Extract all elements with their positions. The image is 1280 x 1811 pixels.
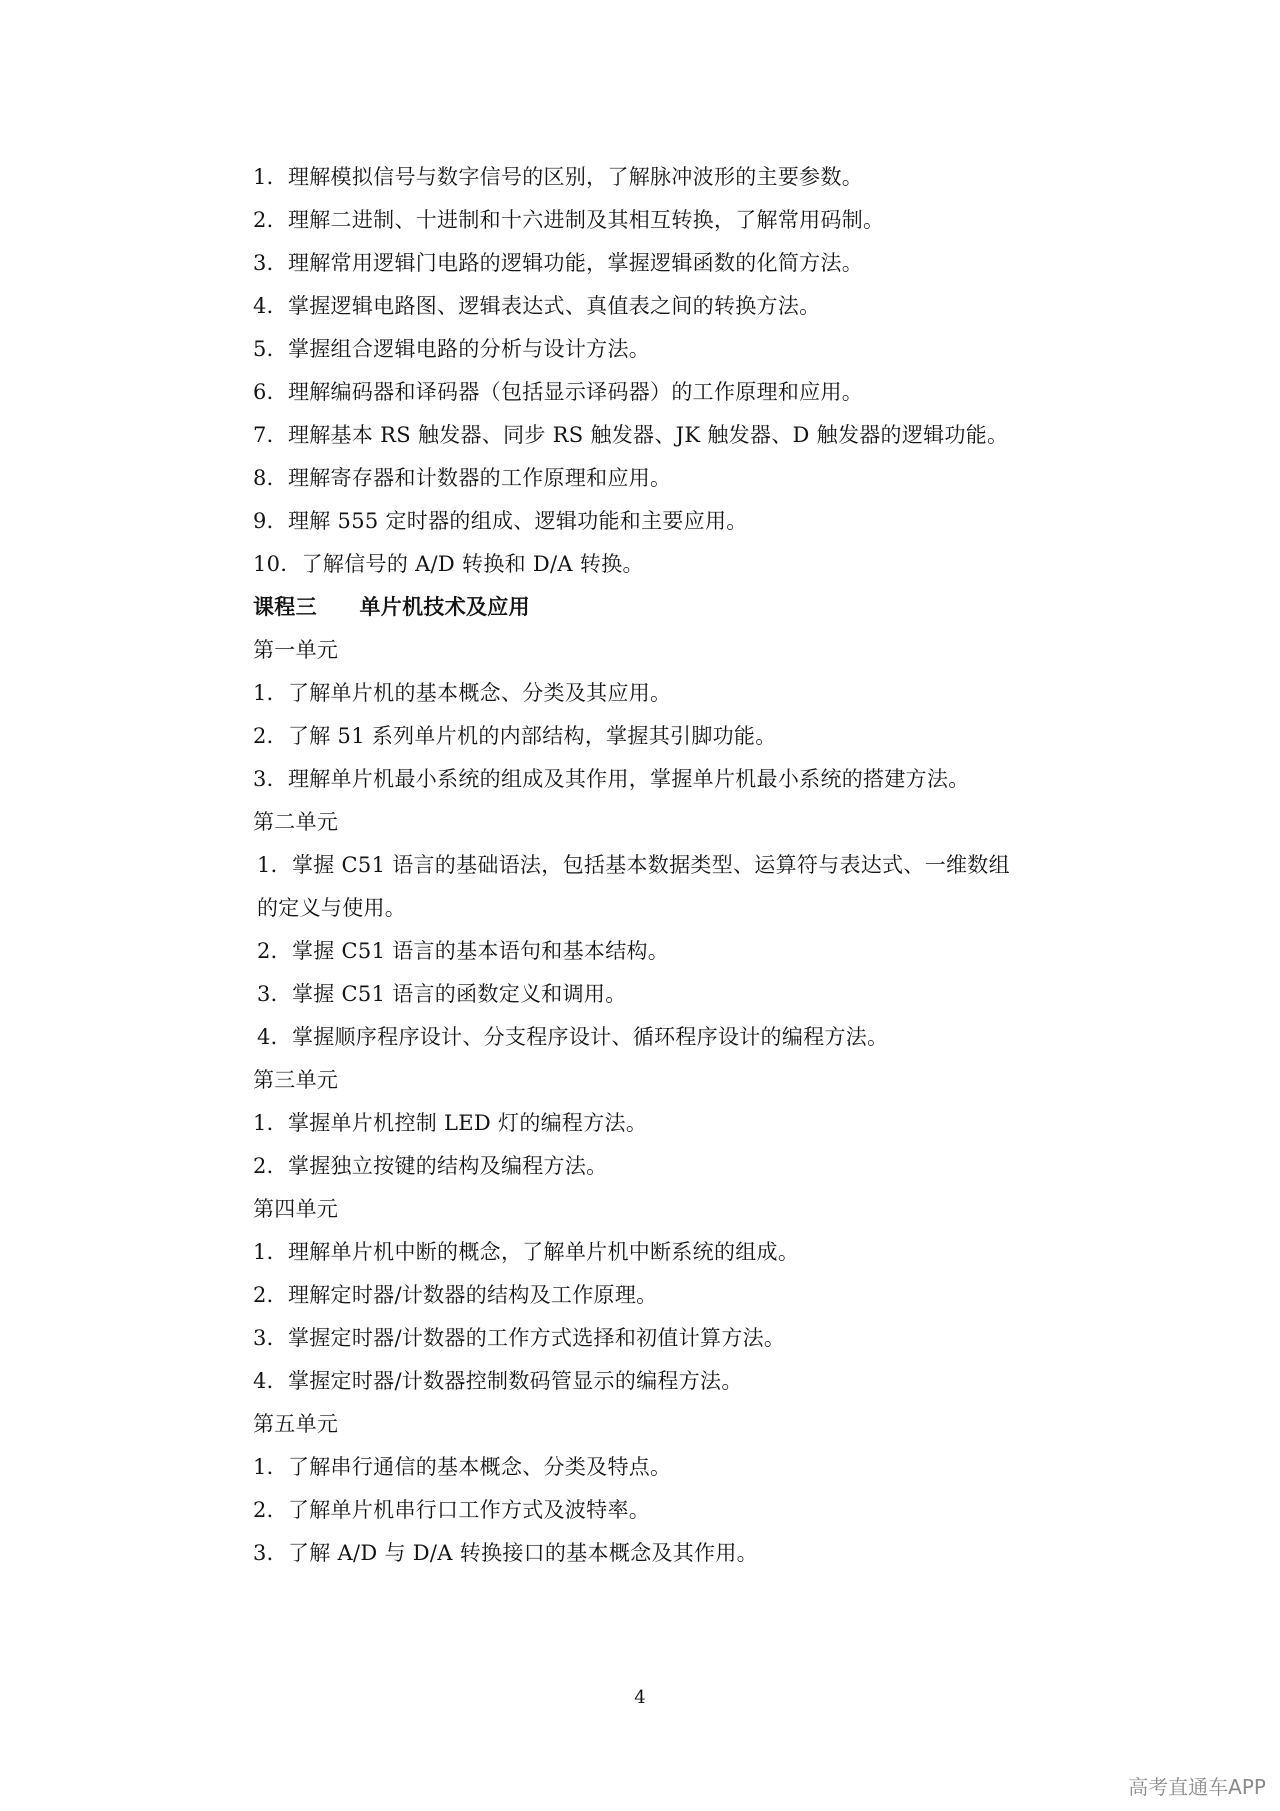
list-item: 1．掌握单片机控制 LED 灯的编程方法。 [253, 1111, 648, 1135]
list-item: 2．理解定时器/计数器的结构及工作原理。 [253, 1283, 658, 1307]
list-item: 1．理解单片机中断的概念，了解单片机中断系统的组成。 [253, 1240, 800, 1264]
unit-heading: 第三单元 [253, 1068, 339, 1092]
list-item: 2．了解 51 系列单片机的内部结构，掌握其引脚功能。 [253, 724, 777, 748]
page-number: 4 [634, 1687, 646, 1708]
unit-heading: 第五单元 [253, 1412, 339, 1436]
list-item: 3．了解 A/D 与 D/A 转换接口的基本概念及其作用。 [253, 1541, 758, 1565]
list-item: 5．掌握组合逻辑电路的分析与设计方法。 [253, 337, 651, 361]
list-item: 1．理解模拟信号与数字信号的区别，了解脉冲波形的主要参数。 [253, 165, 864, 189]
list-item: 3．掌握 C51 语言的函数定义和调用。 [257, 982, 627, 1006]
list-item: 2．掌握独立按键的结构及编程方法。 [253, 1154, 608, 1178]
list-item: 1．了解单片机的基本概念、分类及其应用。 [253, 681, 672, 705]
list-item: 8．理解寄存器和计数器的工作原理和应用。 [253, 466, 672, 490]
list-item: 4．掌握顺序程序设计、分支程序设计、循环程序设计的编程方法。 [257, 1025, 889, 1049]
list-item: 9．理解 555 定时器的组成、逻辑功能和主要应用。 [253, 509, 748, 533]
list-item: 2．掌握 C51 语言的基本语句和基本结构。 [257, 939, 670, 963]
list-item: 4．掌握定时器/计数器控制数码管显示的编程方法。 [253, 1369, 743, 1393]
course-heading: 课程三 单片机技术及应用 [253, 595, 530, 619]
unit-heading: 第一单元 [253, 638, 339, 662]
list-item: 7．理解基本 RS 触发器、同步 RS 触发器、JK 触发器、D 触发器的逻辑功能。 [253, 423, 1009, 447]
list-item: 1．掌握 C51 语言的基础语法，包括基本数据类型、运算符与表达式、一维数组 [257, 853, 1010, 877]
unit-heading: 第二单元 [253, 810, 339, 834]
watermark: 高考直通车APP [1128, 1775, 1266, 1799]
list-item: 3．掌握定时器/计数器的工作方式选择和初值计算方法。 [253, 1326, 786, 1350]
list-item: 6．理解编码器和译码器（包括显示译码器）的工作原理和应用。 [253, 380, 864, 404]
list-item: 4．掌握逻辑电路图、逻辑表达式、真值表之间的转换方法。 [253, 294, 821, 318]
list-item: 2．理解二进制、十进制和十六进制及其相互转换，了解常用码制。 [253, 208, 885, 232]
list-item: 3．理解单片机最小系统的组成及其作用，掌握单片机最小系统的搭建方法。 [253, 767, 970, 791]
unit-heading: 第四单元 [253, 1197, 339, 1221]
list-item: 2．了解单片机串行口工作方式及波特率。 [253, 1498, 651, 1522]
list-item-continuation: 的定义与使用。 [257, 896, 407, 920]
list-item: 1．了解串行通信的基本概念、分类及特点。 [253, 1455, 672, 1479]
list-item: 3．理解常用逻辑门电路的逻辑功能，掌握逻辑函数的化简方法。 [253, 251, 864, 275]
list-item: 10．了解信号的 A/D 转换和 D/A 转换。 [253, 552, 644, 576]
